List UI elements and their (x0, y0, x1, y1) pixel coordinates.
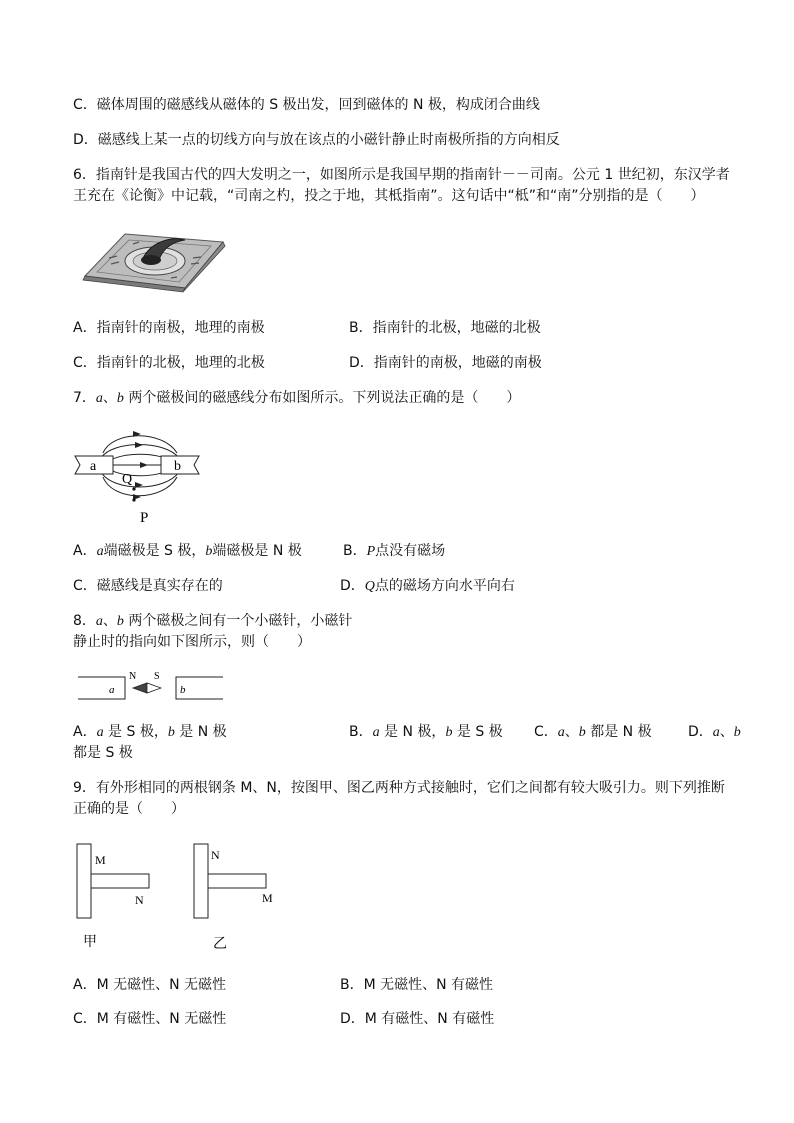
q7-stem: 7．a、b 两个磁极间的磁感线分布如图所示。下列说法正确的是（ ） (73, 390, 521, 406)
q8-option-a: A．a 是 S 极，b 是 N 极 (73, 724, 227, 740)
q7-option-b: B．P点没有磁场 (343, 543, 446, 559)
needle-south-half (147, 683, 161, 693)
q8-fig-label-s: S (154, 671, 160, 682)
q7-option-a: A．a端磁极是 S 极，b端磁极是 N 极 (73, 543, 302, 559)
bar-m-vertical-jia (77, 844, 91, 918)
needle-north-half (133, 683, 147, 693)
q8-stem-line2: 静止时的指向如下图所示，则（ ） (73, 634, 311, 650)
q9-option-a: A．M 无磁性、N 无磁性 (73, 977, 227, 993)
q8-stem-line1: 8．a、b 两个磁极之间有一个小磁针，小磁针 (73, 613, 353, 629)
q9-stem-line1: 9．有外形相同的两根钢条 M、N，按图甲、图乙两种方式接触时，它们之间都有较大吸引力。则下列推断 (73, 780, 725, 796)
q7-fig-label-a: a (90, 459, 97, 474)
q6-stem-line1: 6．指南针是我国古代的四大发明之一，如图所示是我国早期的指南针－－司南。公元 1 世纪初，东汉学者 (73, 167, 730, 183)
q6-option-d: D．指南针的南极，地磁的南极 (349, 355, 542, 371)
q9-option-c: C．M 有磁性、N 无磁性 (73, 1011, 227, 1027)
bar-m-horizontal-yi (208, 874, 266, 888)
q8-magnets-figure (73, 668, 228, 704)
q7-fig-label-p: P (140, 510, 149, 526)
q6-option-b: B．指南针的北极，地磁的北极 (349, 320, 541, 336)
q8-fig-label-b: b (180, 684, 186, 696)
q9-fig-yi-label-n: N (211, 848, 220, 862)
q7-magnetic-field-figure (73, 420, 208, 528)
q5-option-c: C．磁体周围的磁感线从磁体的 S 极出发，回到磁体的 N 极，构成闭合曲线 (73, 97, 540, 113)
q8-option-d-continued: 都是 S 极 (73, 745, 133, 761)
q6-option-a: A．指南针的南极，地理的南极 (73, 320, 265, 336)
q7-fig-label-b: b (174, 459, 181, 474)
q7-option-c: C．磁感线是真实存在的 (73, 578, 223, 594)
bar-n-horizontal-jia (91, 874, 149, 888)
q9-stem-line2: 正确的是（ ） (73, 801, 185, 817)
q8-fig-label-a: a (109, 684, 115, 696)
q8-fig-label-n: N (129, 671, 137, 682)
q9-fig-jia-label-m: M (95, 853, 106, 867)
q9-option-d: D．M 有磁性、N 有磁性 (340, 1011, 495, 1027)
q8-option-d: D．a、b (688, 724, 741, 740)
q9-fig-yi-label-m: M (262, 891, 273, 905)
q7-fig-label-q: Q (122, 472, 133, 487)
q9-fig-caption-yi: 乙 (213, 937, 227, 952)
q6-option-c: C．指南针的北极，地理的北极 (73, 355, 265, 371)
q9-option-b: B．M 无磁性、N 有磁性 (340, 977, 494, 993)
q9-fig-jia-label-n: N (135, 893, 144, 907)
q9-steel-bars-figure (73, 840, 283, 955)
sinan-compass-figure (73, 228, 233, 300)
q8-option-b: B．a 是 N 极，b 是 S 极 (349, 724, 503, 740)
q8-option-c: C．a、b 都是 N 极 (534, 724, 652, 740)
q6-stem-line2: 王充在《论衡》中记载，“司南之杓，投之于地，其柢指南”。这句话中“柢”和“南”分别指的是（ ） (73, 188, 705, 204)
q5-option-d: D．磁感线上某一点的切线方向与放在该点的小磁针静止时南极所指的方向相反 (73, 132, 560, 148)
bar-n-vertical-yi (194, 844, 208, 918)
q7-option-d: D．Q点的磁场方向水平向右 (340, 578, 515, 594)
q9-fig-caption-jia: 甲 (83, 935, 97, 950)
